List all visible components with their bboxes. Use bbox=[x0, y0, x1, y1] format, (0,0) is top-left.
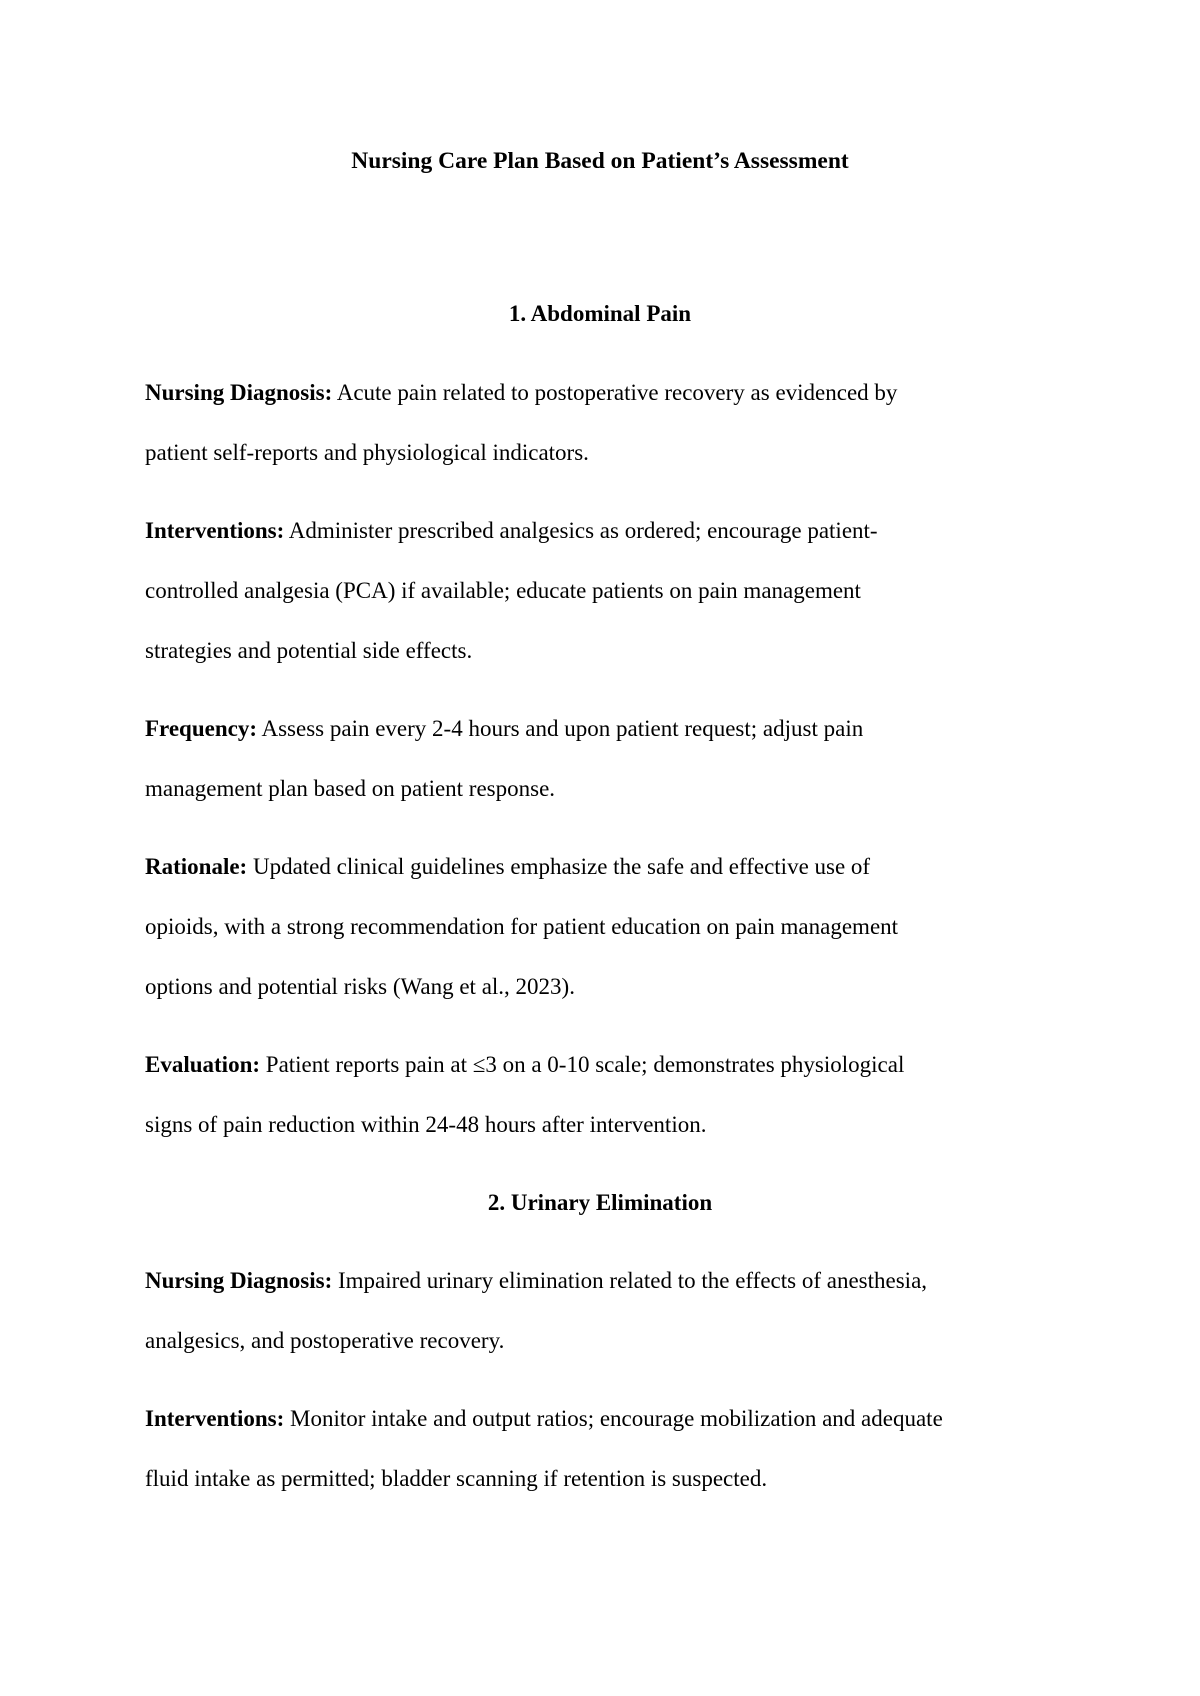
interventions-line-1 bbox=[145, 1406, 943, 1432]
rationale-line-3: options and potential risks (Wang et al., 2023). bbox=[145, 974, 575, 999]
rationale-label: Rationale: bbox=[145, 854, 248, 879]
interventions-text: Monitor intake and output ratios; encourage mobilization and adequate bbox=[284, 1406, 943, 1431]
diagnosis-line-1 bbox=[145, 380, 897, 406]
rationale-text: Updated clinical guidelines emphasize the safe and effective use of bbox=[247, 854, 871, 879]
evaluation-text: Patient reports pain at ≤3 on a 0-10 scale; demonstrates physiological bbox=[260, 1052, 905, 1077]
rationale-line-2: opioids, with a strong recommendation for patient education on pain management bbox=[145, 914, 899, 939]
interventions-line-1 bbox=[145, 518, 878, 544]
evaluation-line-1 bbox=[145, 1052, 904, 1078]
diagnosis-line-2: analgesics, and postoperative recovery. bbox=[145, 1328, 505, 1353]
interventions-text: Administer prescribed analgesics as ordered; encourage patient- bbox=[284, 518, 878, 543]
interventions-label: Interventions: bbox=[145, 1406, 285, 1431]
diagnosis-text: Acute pain related to postoperative recovery as evidenced by bbox=[332, 380, 898, 405]
frequency-line-2: management plan based on patient response. bbox=[145, 776, 556, 801]
rationale-line-1 bbox=[145, 854, 870, 880]
diagnosis-label: Nursing Diagnosis: bbox=[145, 1268, 333, 1293]
frequency-label: Frequency: bbox=[145, 716, 258, 741]
section-heading-abdominal-pain: 1. Abdominal Pain bbox=[508, 301, 692, 326]
section-heading-urinary-elimination: 2. Urinary Elimination bbox=[487, 1190, 713, 1215]
interventions-line-2: controlled analgesia (PCA) if available; educate patients on pain management bbox=[145, 578, 861, 603]
diagnosis-line-1 bbox=[145, 1268, 927, 1294]
document-title: Nursing Care Plan Based on Patient’s Assessment bbox=[351, 148, 849, 174]
frequency-line-1 bbox=[145, 716, 863, 742]
diagnosis-line-2: patient self-reports and physiological indicators. bbox=[145, 440, 589, 465]
interventions-line-2: fluid intake as permitted; bladder scanning if retention is suspected. bbox=[145, 1466, 768, 1491]
interventions-line-3: strategies and potential side effects. bbox=[145, 638, 473, 663]
evaluation-label: Evaluation: bbox=[145, 1052, 261, 1077]
interventions-label: Interventions: bbox=[145, 518, 285, 543]
diagnosis-label: Nursing Diagnosis: bbox=[145, 380, 333, 405]
diagnosis-text: Impaired urinary elimination related to the effects of anesthesia, bbox=[332, 1268, 928, 1293]
evaluation-line-2: signs of pain reduction within 24-48 hours after intervention. bbox=[145, 1112, 707, 1137]
frequency-text: Assess pain every 2-4 hours and upon patient request; adjust pain bbox=[257, 716, 864, 741]
